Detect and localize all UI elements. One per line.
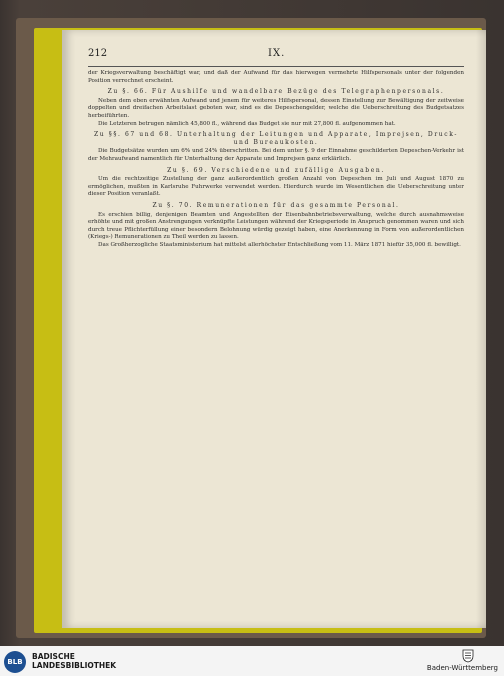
body-paragraph: der Kriegsverwaltung beschäftigt war, und daß der Aufwand für das hierwegen vermehrte Hilfspersonals unter der folgenden Position verrechnet erscheint.: [88, 70, 464, 84]
section-heading: Zu §§. 67 und 68. Unterhaltung der Leitungen und Apparate, Imprejsen, Druck- und Bureaukosten.: [94, 131, 458, 146]
section-numeral: IX.: [268, 48, 286, 59]
blb-logo-icon[interactable]: BLB: [4, 651, 26, 673]
state-label: Baden-Württemberg: [426, 664, 498, 672]
library-name-line1: BADISCHE: [32, 652, 75, 661]
coat-of-arms-icon: [462, 649, 474, 663]
body-paragraph: Die Letzteren betrugen nämlich 45,800 fl., während das Budget sie nur mit 27,800 fl. aufgenommen hat.: [98, 120, 396, 127]
section-heading: Zu §. 66. Für Aushilfe und wandelbare Bezüge des Telegraphenpersonals.: [107, 88, 445, 96]
section-heading: Zu §. 69. Verschiedene und zufällige Ausgaben.: [167, 166, 385, 174]
library-name[interactable]: [32, 652, 182, 670]
library-name-line2: LANDESBIBLIOTHEK: [32, 661, 117, 670]
body-paragraph: Neben dem eben erwähnten Aufwand und jenem für weiteres Hilfspersonal, dessen Einstellung zur Bewältigung der zeitweise doppelten und dreifachen Arbeitslast geboten war, sind es die Depeschengelder, welche die Ueberschreitung des Budgetsatzes herbeiführten.: [88, 97, 464, 119]
body-paragraph: Es erschien billig, denjenigen Beamten und Angestellten der Eisenbahnbetriebsverwaltung, welche durch ausnahmsweise erhöhte und mit großen Anstrengungen verknüpfte Leistungen während der Kriegsperiode in Anspruch genommen waren und sich durch treue Pflichterfüllung einer besondern Belohnung würdig gezeigt haben, eine Anerkennung in Form von außerordentlichen (Kriegs-) Remunerationen zu Theil werden zu lassen.: [88, 211, 464, 241]
body-paragraph: Die Budgetsätze wurden um 6% und 24% überschritten. Bei dem unter §. 9 der Einnahme geschilderten Depeschen-Verkehr ist der Mehraufwand namentlich für Unterhaltung der Apparate und Imprejsen ganz erklärlich.: [88, 148, 464, 162]
body-paragraph: Um die rechtzeitige Zustellung der ganz außerordentlich großen Anzahl von Depeschen im Juli und August 1870 zu ermöglichen, mußten in Karlsruhe Fuhrwerke verwendet werden. Hierdurch wurde im Wesentlichen die Ueberschreitung unter dieser Position veranlaßt.: [88, 176, 464, 198]
header-rule: [88, 66, 464, 67]
library-footer: [0, 646, 504, 676]
page-text: [88, 70, 464, 249]
page-number: 212: [88, 48, 108, 59]
body-paragraph: Das Großherzogliche Staatsministerium hat mittelst allerhöchster Entschließung vom 11. März 1871 hiefür 35,000 fl. bewilligt.: [98, 241, 461, 248]
document-page: [62, 30, 486, 628]
section-heading: Zu §. 70. Remunerationen für das gesammte Personal.: [152, 201, 400, 209]
